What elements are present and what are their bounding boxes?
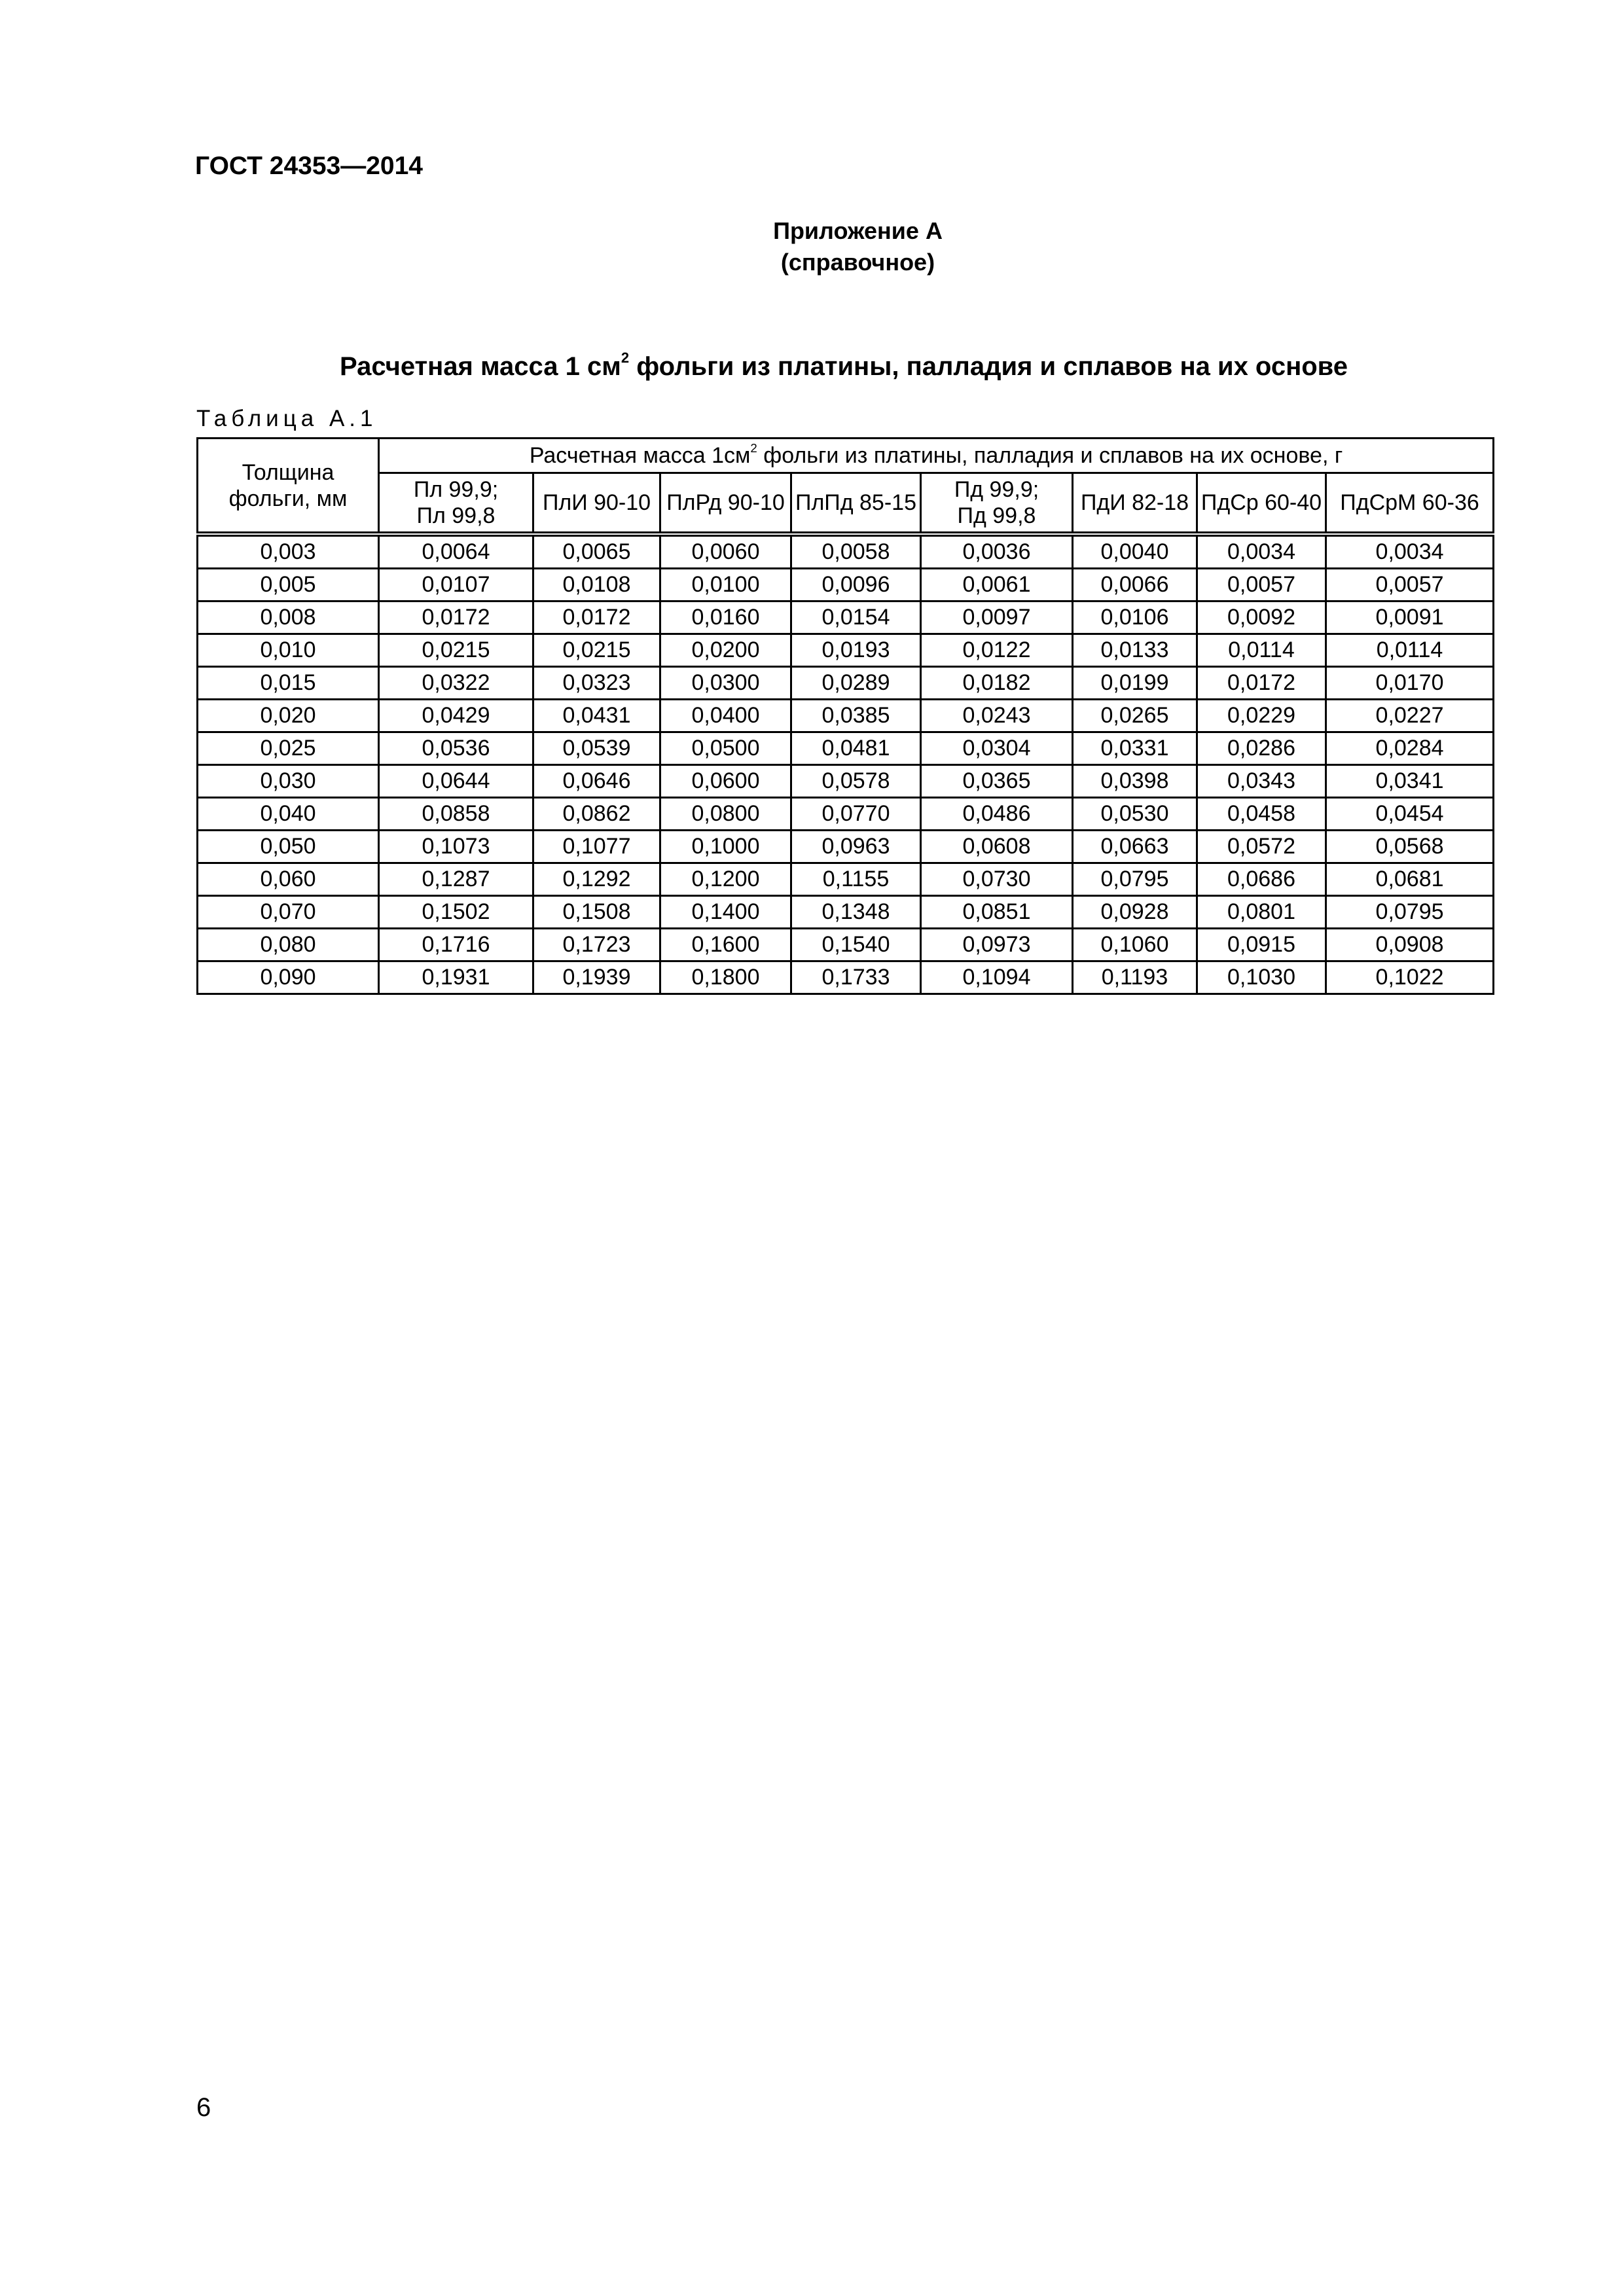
mass-cell: 0,0092 <box>1197 601 1326 634</box>
mass-group-header-superscript: 2 <box>750 440 757 455</box>
mass-cell: 0,1193 <box>1073 961 1197 994</box>
mass-cell: 0,0193 <box>791 634 921 667</box>
table-row <box>198 961 1494 994</box>
page-number: 6 <box>196 2093 211 2122</box>
mass-cell: 0,0057 <box>1197 569 1326 601</box>
mass-cell: 0,0114 <box>1197 634 1326 667</box>
document-id: ГОСТ 24353—2014 <box>195 152 423 180</box>
table-row <box>198 634 1494 667</box>
page-title <box>195 352 1492 382</box>
thickness-cell: 0,025 <box>198 732 379 765</box>
mass-cell: 0,0182 <box>921 667 1073 700</box>
mass-cell: 0,0908 <box>1326 929 1494 961</box>
mass-cell: 0,0429 <box>379 700 533 732</box>
alloy-column-header-line: Пд 99,9; <box>954 477 1039 502</box>
alloy-column-header <box>1326 473 1494 535</box>
alloy-column-header-line: ПлРд 90-10 <box>666 490 785 515</box>
mass-cell: 0,0065 <box>533 534 660 569</box>
mass-cell: 0,0036 <box>921 534 1073 569</box>
mass-cell: 0,0265 <box>1073 700 1197 732</box>
thickness-cell: 0,050 <box>198 831 379 863</box>
mass-cell: 0,0199 <box>1073 667 1197 700</box>
thickness-cell: 0,070 <box>198 896 379 929</box>
mass-cell: 0,0608 <box>921 831 1073 863</box>
mass-cell: 0,0800 <box>660 798 791 831</box>
alloy-column-header-line: Пд 99,8 <box>957 503 1036 528</box>
mass-cell: 0,1723 <box>533 929 660 961</box>
mass-cell: 0,0578 <box>791 765 921 798</box>
table-row <box>198 667 1494 700</box>
mass-cell: 0,1600 <box>660 929 791 961</box>
mass-cell: 0,0730 <box>921 863 1073 896</box>
mass-cell: 0,0400 <box>660 700 791 732</box>
table-row <box>198 732 1494 765</box>
mass-cell: 0,1348 <box>791 896 921 929</box>
table-row <box>198 569 1494 601</box>
mass-cell: 0,1073 <box>379 831 533 863</box>
mass-cell: 0,0122 <box>921 634 1073 667</box>
mass-cell: 0,0096 <box>791 569 921 601</box>
mass-cell: 0,1292 <box>533 863 660 896</box>
mass-cell: 0,1400 <box>660 896 791 929</box>
thickness-cell: 0,005 <box>198 569 379 601</box>
mass-cell: 0,0058 <box>791 534 921 569</box>
mass-cell: 0,0060 <box>660 534 791 569</box>
mass-cell: 0,0539 <box>533 732 660 765</box>
thickness-cell: 0,008 <box>198 601 379 634</box>
mass-cell: 0,0100 <box>660 569 791 601</box>
mass-cell: 0,0154 <box>791 601 921 634</box>
mass-cell: 0,0530 <box>1073 798 1197 831</box>
mass-cell: 0,1094 <box>921 961 1073 994</box>
mass-cell: 0,0172 <box>533 601 660 634</box>
table-row <box>198 601 1494 634</box>
mass-cell: 0,0229 <box>1197 700 1326 732</box>
thickness-cell: 0,080 <box>198 929 379 961</box>
mass-cell: 0,0770 <box>791 798 921 831</box>
mass-cell: 0,1077 <box>533 831 660 863</box>
mass-cell: 0,1939 <box>533 961 660 994</box>
mass-cell: 0,0172 <box>1197 667 1326 700</box>
mass-cell: 0,0644 <box>379 765 533 798</box>
mass-cell: 0,0243 <box>921 700 1073 732</box>
mass-cell: 0,0284 <box>1326 732 1494 765</box>
mass-cell: 0,0431 <box>533 700 660 732</box>
mass-cell: 0,0064 <box>379 534 533 569</box>
mass-cell: 0,0681 <box>1326 863 1494 896</box>
appendix-subtitle: (справочное) <box>780 249 935 276</box>
mass-cell: 0,0034 <box>1326 534 1494 569</box>
mass-cell: 0,1022 <box>1326 961 1494 994</box>
thickness-cell: 0,030 <box>198 765 379 798</box>
mass-cell: 0,0304 <box>921 732 1073 765</box>
mass-cell: 0,0097 <box>921 601 1073 634</box>
mass-cell: 0,0286 <box>1197 732 1326 765</box>
mass-cell: 0,1502 <box>379 896 533 929</box>
table-row <box>198 534 1494 569</box>
thickness-cell: 0,040 <box>198 798 379 831</box>
thickness-column-header: Толщина фольги, мм <box>198 439 379 535</box>
mass-cell: 0,0057 <box>1326 569 1494 601</box>
thickness-cell: 0,003 <box>198 534 379 569</box>
mass-cell: 0,0686 <box>1197 863 1326 896</box>
mass-cell: 0,1155 <box>791 863 921 896</box>
alloy-column-header <box>660 473 791 535</box>
thickness-cell: 0,090 <box>198 961 379 994</box>
mass-cell: 0,0385 <box>791 700 921 732</box>
mass-cell: 0,0646 <box>533 765 660 798</box>
thickness-cell: 0,010 <box>198 634 379 667</box>
page-title-text-rest: фольги из платины, палладия и сплавов на их основе <box>629 352 1348 381</box>
mass-cell: 0,1508 <box>533 896 660 929</box>
table-row <box>198 765 1494 798</box>
mass-cell: 0,0500 <box>660 732 791 765</box>
mass-cell: 0,0343 <box>1197 765 1326 798</box>
mass-cell: 0,0091 <box>1326 601 1494 634</box>
mass-cell: 0,1716 <box>379 929 533 961</box>
page-title-text: Расчетная масса 1 см <box>339 352 621 381</box>
mass-cell: 0,0133 <box>1073 634 1197 667</box>
alloy-column-header-line: ПдИ 82-18 <box>1080 490 1189 515</box>
mass-cell: 0,0107 <box>379 569 533 601</box>
mass-cell: 0,0858 <box>379 798 533 831</box>
mass-group-header-text: Расчетная масса 1см <box>529 443 751 468</box>
mass-cell: 0,0034 <box>1197 534 1326 569</box>
mass-cell: 0,1287 <box>379 863 533 896</box>
alloy-column-header-line: Пл 99,8 <box>416 503 496 528</box>
mass-cell: 0,0200 <box>660 634 791 667</box>
mass-cell: 0,0341 <box>1326 765 1494 798</box>
mass-cell: 0,1931 <box>379 961 533 994</box>
mass-cell: 0,0066 <box>1073 569 1197 601</box>
mass-cell: 0,0323 <box>533 667 660 700</box>
mass-cell: 0,0481 <box>791 732 921 765</box>
mass-cell: 0,0172 <box>379 601 533 634</box>
mass-cell: 0,1030 <box>1197 961 1326 994</box>
mass-group-header-text-rest: фольги из платины, палладия и сплавов на их основе, г <box>757 443 1343 468</box>
mass-cell: 0,0227 <box>1326 700 1494 732</box>
mass-cell: 0,0801 <box>1197 896 1326 929</box>
alloy-column-header-line: ПлПд 85-15 <box>795 490 916 515</box>
table-row <box>198 831 1494 863</box>
mass-cell: 0,1200 <box>660 863 791 896</box>
mass-cell: 0,0454 <box>1326 798 1494 831</box>
mass-cell: 0,0114 <box>1326 634 1494 667</box>
mass-cell: 0,0458 <box>1197 798 1326 831</box>
alloy-column-header <box>1197 473 1326 535</box>
thickness-cell: 0,015 <box>198 667 379 700</box>
mass-cell: 0,0915 <box>1197 929 1326 961</box>
mass-cell: 0,0322 <box>379 667 533 700</box>
mass-cell: 0,0536 <box>379 732 533 765</box>
mass-cell: 0,0398 <box>1073 765 1197 798</box>
thickness-cell: 0,020 <box>198 700 379 732</box>
alloy-column-header <box>1073 473 1197 535</box>
mass-cell: 0,0061 <box>921 569 1073 601</box>
mass-cell: 0,0486 <box>921 798 1073 831</box>
mass-cell: 0,0300 <box>660 667 791 700</box>
mass-cell: 0,0963 <box>791 831 921 863</box>
table-label: Таблица А.1 <box>196 406 378 431</box>
thickness-cell: 0,060 <box>198 863 379 896</box>
mass-cell: 0,0600 <box>660 765 791 798</box>
alloy-column-header-line: Пл 99,9; <box>413 477 499 502</box>
mass-cell: 0,0170 <box>1326 667 1494 700</box>
mass-cell: 0,1060 <box>1073 929 1197 961</box>
mass-cell: 0,0365 <box>921 765 1073 798</box>
mass-cell: 0,1000 <box>660 831 791 863</box>
mass-cell: 0,1733 <box>791 961 921 994</box>
table-row <box>198 798 1494 831</box>
mass-cell: 0,1540 <box>791 929 921 961</box>
mass-cell: 0,0572 <box>1197 831 1326 863</box>
alloy-column-header <box>921 473 1073 535</box>
alloy-column-header <box>791 473 921 535</box>
alloy-column-header-line: ПдСрМ 60-36 <box>1340 490 1479 515</box>
mass-cell: 0,0795 <box>1073 863 1197 896</box>
mass-cell: 0,0331 <box>1073 732 1197 765</box>
mass-cell: 0,0973 <box>921 929 1073 961</box>
mass-cell: 0,0040 <box>1073 534 1197 569</box>
alloy-column-header <box>533 473 660 535</box>
mass-group-header <box>379 439 1494 473</box>
mass-cell: 0,1800 <box>660 961 791 994</box>
alloy-column-header-line: ПдСр 60-40 <box>1200 490 1322 515</box>
table-row <box>198 863 1494 896</box>
alloy-column-header <box>379 473 533 535</box>
mass-cell: 0,0568 <box>1326 831 1494 863</box>
mass-cell: 0,0289 <box>791 667 921 700</box>
table-row <box>198 929 1494 961</box>
mass-cell: 0,0215 <box>379 634 533 667</box>
appendix-title: Приложение А <box>773 217 943 244</box>
mass-cell: 0,0862 <box>533 798 660 831</box>
mass-cell: 0,0663 <box>1073 831 1197 863</box>
table-row <box>198 896 1494 929</box>
mass-table <box>196 437 1494 995</box>
mass-cell: 0,0851 <box>921 896 1073 929</box>
mass-cell: 0,0106 <box>1073 601 1197 634</box>
page-title-superscript: 2 <box>621 350 630 367</box>
alloy-column-header-line: ПлИ 90-10 <box>542 490 651 515</box>
mass-cell: 0,0160 <box>660 601 791 634</box>
mass-cell: 0,0108 <box>533 569 660 601</box>
mass-cell: 0,0215 <box>533 634 660 667</box>
mass-cell: 0,0795 <box>1326 896 1494 929</box>
mass-cell: 0,0928 <box>1073 896 1197 929</box>
table-row <box>198 700 1494 732</box>
